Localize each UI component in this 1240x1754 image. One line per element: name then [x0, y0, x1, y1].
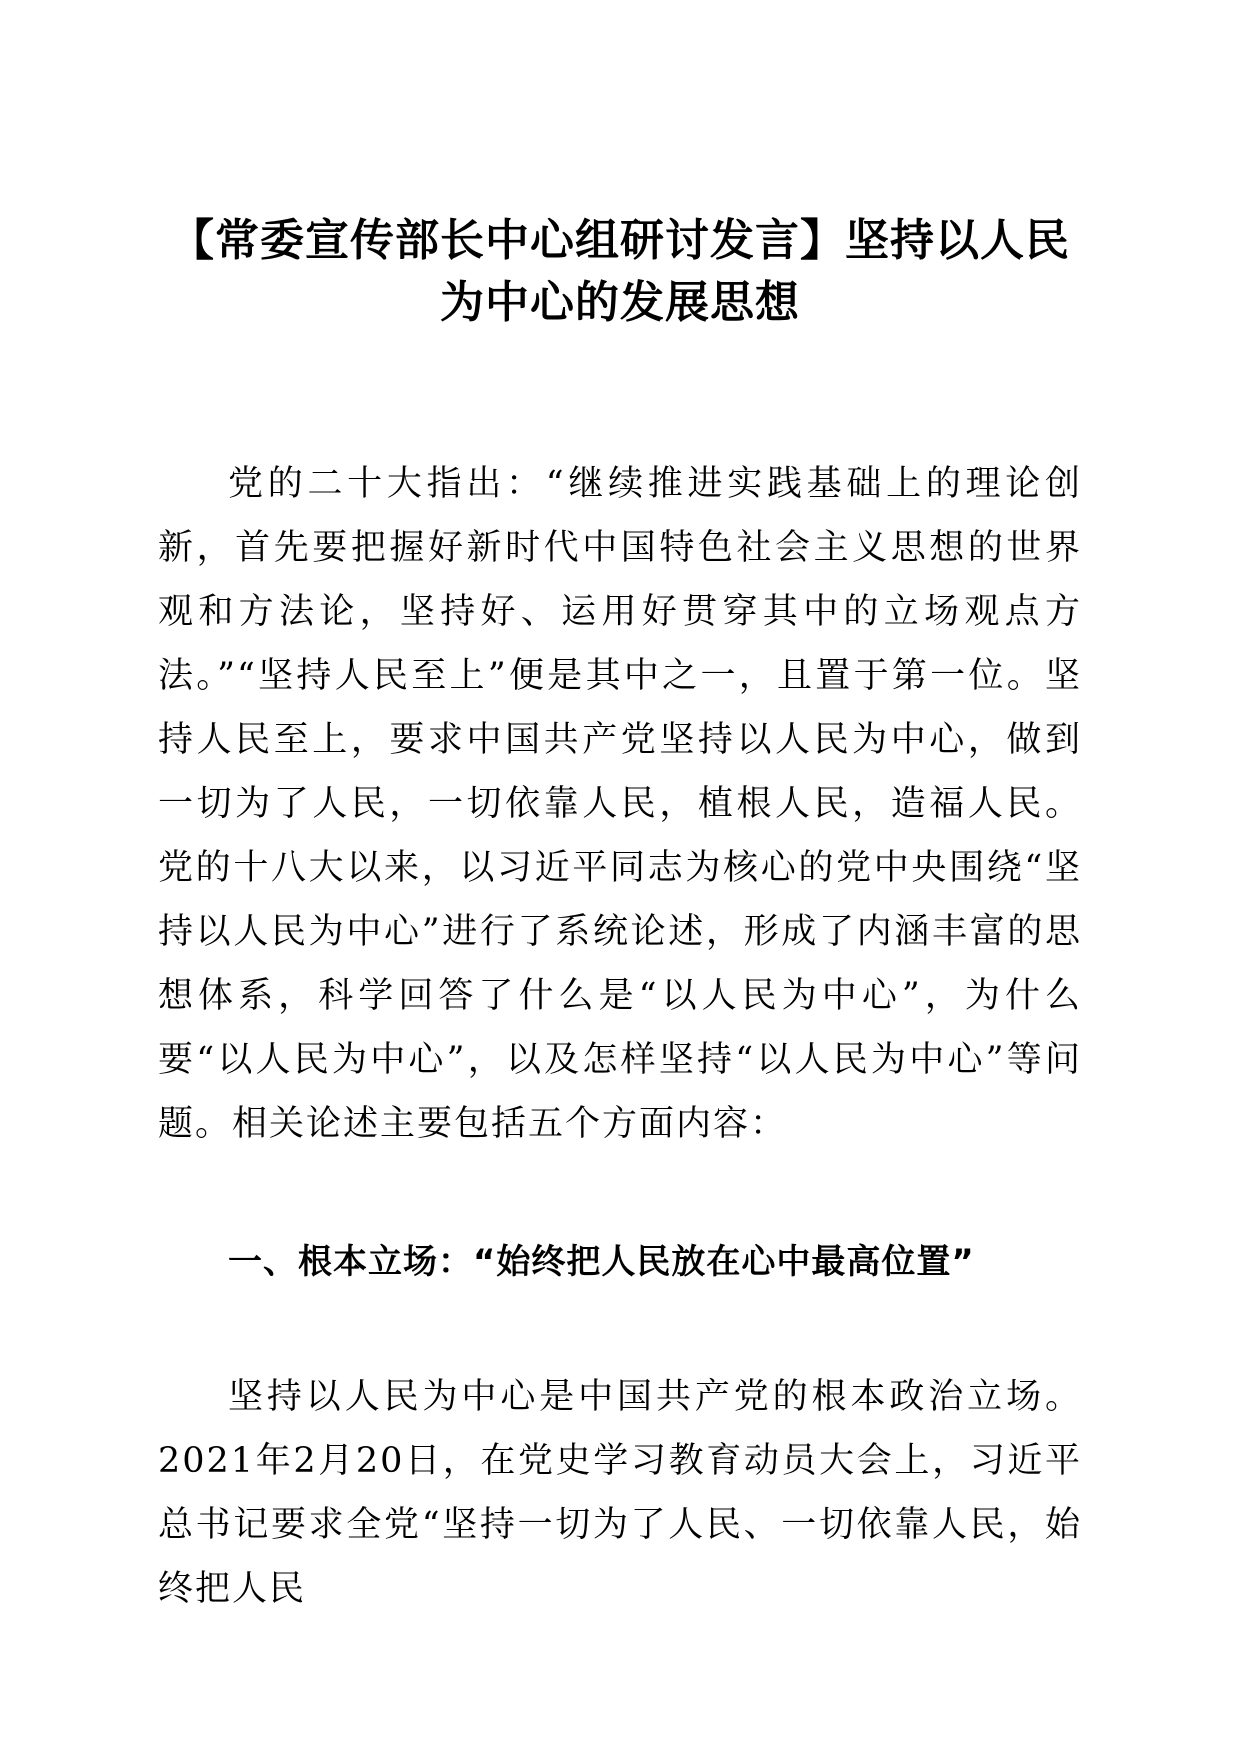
- section-1-paragraph: 坚持以人民为中心是中国共产党的根本政治立场。2021年2月20日，在党史学习教育动员大会上，习近平总书记要求全党“坚持一切为了人民、一切依靠人民，始终把人民: [158, 1377, 1082, 1609]
- intro-paragraph: 党的二十大指出：“继续推进实践基础上的理论创新，首先要把握好新时代中国特色社会主义思想的世界观和方法论，坚持好、运用好贯穿其中的立场观点方法。”“坚持人民至上”便是其中之一，且置于第一位。坚持人民至上，要求中国共产党坚持以人民为中心，做到一切为了人民，一切依靠人民，植根人民，造福人民。党的十八大以来，以习近平同志为核心的党中央围绕“坚持以人民为中心”进行了系统论述，形成了内涵丰富的思想体系，科学回答了什么是“以人民为中心”，为什么要“以人民为中心”，以及怎样坚持“以人民为中心”等问题。相关论述主要包括五个方面内容：: [158, 464, 1082, 1144]
- section-heading-1: 一、根本立场：“始终把人民放在心中最高位置”: [228, 1242, 975, 1282]
- title-line-1: 【常委宣传部长中心组研讨发言】坚持以人民: [170, 215, 1070, 266]
- document-title: [150, 210, 1090, 334]
- title-line-2: 为中心的发展思想: [440, 277, 800, 328]
